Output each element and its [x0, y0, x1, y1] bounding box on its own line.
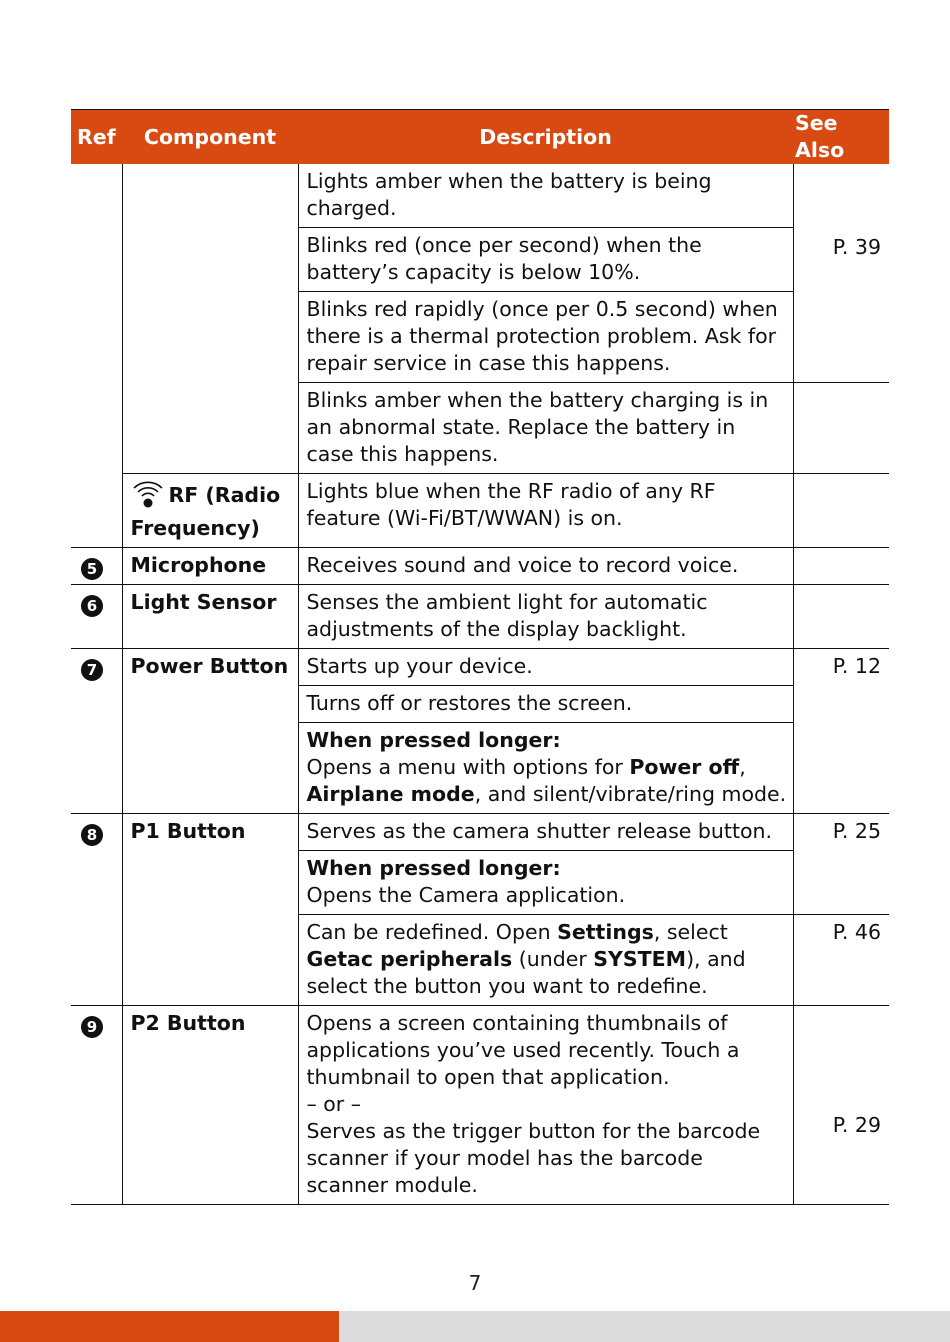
- p2-button-see-also: P. 29: [793, 1006, 889, 1205]
- number-9-badge: 9: [81, 1016, 103, 1038]
- ref-number: [71, 1006, 122, 1205]
- components-table: [71, 109, 889, 1205]
- text-run: ), and select the button you want to redefine.: [306, 947, 746, 998]
- table-row: [71, 585, 889, 649]
- header-see-also: See Also: [793, 110, 889, 165]
- see-also-empty: [793, 548, 889, 585]
- power-button-desc-longer: [298, 723, 793, 814]
- p1-button-see-also-1: P. 25: [793, 814, 889, 915]
- microphone-component: Microphone: [122, 548, 298, 585]
- light-sensor-desc: Senses the ambient light for automatic adjustments of the display backlight.: [298, 585, 793, 649]
- text-run: Serves as the trigger button for the barcode scanner if your model has the barcode scanner module.: [306, 1119, 761, 1197]
- number-5-badge: 5: [81, 558, 103, 580]
- header-description: Description: [298, 110, 793, 165]
- battery-see-also: [793, 164, 889, 383]
- p1-button-component: P1 Button: [122, 814, 298, 1006]
- ref-number: [71, 814, 122, 1006]
- p1-button-desc-longer: [298, 851, 793, 915]
- rf-component-label: RF (Radio Frequency): [130, 483, 281, 540]
- or-separator: – or –: [306, 1092, 362, 1116]
- header-ref: Ref: [71, 110, 122, 165]
- wireless-signal-icon: [131, 478, 165, 515]
- rf-desc: Lights blue when the RF radio of any RF feature (Wi-Fi/BT/WWAN) is on.: [298, 474, 793, 548]
- light-sensor-component: Light Sensor: [122, 585, 298, 649]
- table-header-row: [71, 110, 889, 165]
- when-pressed-longer-label: When pressed longer:: [306, 728, 561, 752]
- power-button-desc-start: Starts up your device.: [298, 649, 793, 686]
- table-row: [71, 649, 889, 686]
- table-row: [71, 474, 889, 548]
- getac-peripherals-term: Getac peripherals: [306, 947, 513, 971]
- microphone-desc: Receives sound and voice to record voice.: [298, 548, 793, 585]
- power-button-component: Power Button: [122, 649, 298, 814]
- ref-number: [71, 649, 122, 814]
- text-run: Opens a screen containing thumbnails of applications you’ve used recently. Touch a thumbnail to open that application.: [306, 1011, 740, 1089]
- power-off-term: Power off: [629, 755, 740, 779]
- table-row: [71, 548, 889, 585]
- header-component: Component: [122, 110, 298, 165]
- battery-desc-thermal: Blinks red rapidly (once per 0.5 second) when there is a thermal protection problem. Ask for repair service in case this happens.: [298, 292, 793, 383]
- table-row: [71, 1006, 889, 1205]
- see-also-empty: [793, 383, 889, 474]
- ref-cell-empty: [71, 164, 122, 548]
- ref-number: [71, 585, 122, 649]
- airplane-mode-term: Airplane mode: [306, 782, 475, 806]
- footer-grey-bar: [339, 1311, 950, 1342]
- table-row: [71, 164, 889, 228]
- p2-button-desc: [298, 1006, 793, 1205]
- battery-desc-low: Blinks red (once per second) when the battery’s capacity is below 10%.: [298, 228, 793, 292]
- system-term: SYSTEM: [593, 947, 687, 971]
- battery-desc-charging: Lights amber when the battery is being charged.: [298, 164, 793, 228]
- power-button-desc-screen: Turns off or restores the screen.: [298, 686, 793, 723]
- text-run: ,: [739, 755, 746, 779]
- p1-button-desc-redefine: [298, 915, 793, 1006]
- text-run: Opens the Camera application.: [306, 883, 626, 907]
- number-7-badge: 7: [81, 659, 103, 681]
- text-run: , select: [653, 920, 728, 944]
- page-number: 7: [468, 1271, 482, 1295]
- text-run: , and silent/vibrate/ring mode.: [474, 782, 787, 806]
- p2-button-component: P2 Button: [122, 1006, 298, 1205]
- number-8-badge: 8: [81, 824, 103, 846]
- p1-button-see-also-2: P. 46: [793, 915, 889, 1006]
- battery-desc-abnormal: Blinks amber when the battery charging is in an abnormal state. Replace the battery in case this happens.: [298, 383, 793, 474]
- when-pressed-longer-label: When pressed longer:: [306, 856, 561, 880]
- rf-component: [122, 474, 298, 548]
- see-also-empty: [793, 474, 889, 548]
- p1-button-desc-shutter: Serves as the camera shutter release button.: [298, 814, 793, 851]
- number-6-badge: 6: [81, 595, 103, 617]
- text-run: Can be redefined. Open: [306, 920, 558, 944]
- see-also-empty: [793, 585, 889, 649]
- ref-number: [71, 548, 122, 585]
- text-run: (under: [512, 947, 594, 971]
- power-button-see-also: P. 12: [793, 649, 889, 814]
- settings-term: Settings: [557, 920, 654, 944]
- text-run: Opens a menu with options for: [306, 755, 630, 779]
- footer-accent-bar: [0, 1311, 339, 1342]
- component-cell-empty: [122, 164, 298, 474]
- table-row: [71, 814, 889, 851]
- battery-page-ref: P. 39: [832, 235, 881, 259]
